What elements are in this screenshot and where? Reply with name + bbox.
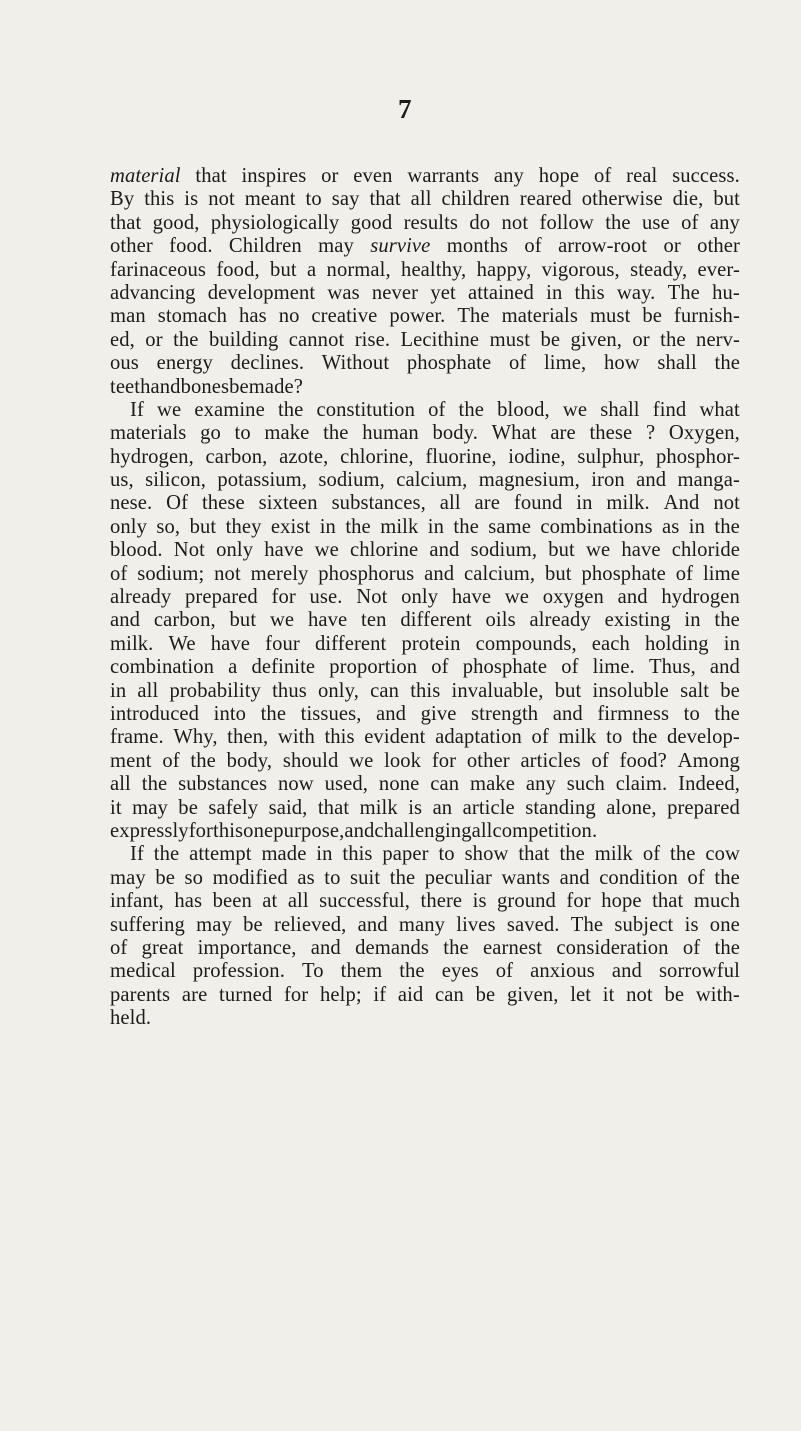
text-line: materials go to make the human body. What are these ? Oxygen, <box>110 422 740 445</box>
text-line: it may be safely said, that milk is an article standing alone, prepared <box>110 796 740 819</box>
text-line: man stomach has no creative power. The materials must be furnish- <box>110 305 740 328</box>
text-line: other food. Children may survive months of arrow-root or other <box>110 235 740 258</box>
text-line: By this is not meant to say that all children reared otherwise die, but <box>110 188 740 211</box>
text-line: may be so modified as to suit the peculiar wants and condition of the <box>110 866 740 889</box>
text-line: nese. Of these sixteen substances, all are found in milk. And not <box>110 492 740 515</box>
text-line: ment of the body, should we look for other articles of food? Among <box>110 749 740 772</box>
text-line: held. <box>110 1007 152 1030</box>
text-line: teeth and bones be made? <box>110 375 304 398</box>
text-line: If we examine the constitution of the blood, we shall find what <box>130 398 740 421</box>
text-line: advancing development was never yet attained in this way. The hu- <box>110 281 740 304</box>
text-line: infant, has been at all successful, there is ground for hope that much <box>110 890 740 913</box>
text-line: blood. Not only have we chlorine and sodium, but we have chloride <box>110 539 740 562</box>
text-line: in all probability thus only, can this invaluable, but insoluble salt be <box>110 679 740 702</box>
text-line: of great importance, and demands the earnest consideration of the <box>110 936 740 959</box>
text-line: If the attempt made in this paper to show that the milk of the cow <box>130 843 740 866</box>
text-line: ed, or the building cannot rise. Lecithine must be given, or the nerv- <box>110 328 740 351</box>
text-line: introduced into the tissues, and give strength and firmness to the <box>110 702 740 725</box>
text-line: expressly for this one purpose, and challenging all competition. <box>110 819 598 842</box>
text-line: farinaceous food, but a normal, healthy, happy, vigorous, steady, ever- <box>110 258 740 281</box>
text-line: milk. We have four different protein compounds, each holding in <box>110 632 740 655</box>
text-line: material that inspires or even warrants any hope of real success. <box>110 165 740 187</box>
body-text <box>110 165 740 1030</box>
text-line: and carbon, but we have ten different oils already existing in the <box>110 609 740 632</box>
page-number: 7 <box>398 94 412 124</box>
text-line: ous energy declines. Without phosphate of lime, how shall the <box>110 352 740 375</box>
text-line: suffering may be relieved, and many lives saved. The subject is one <box>110 913 740 936</box>
text-line: only so, but they exist in the milk in the same combinations as in the <box>110 515 740 538</box>
text-line: parents are turned for help; if aid can be given, let it not be with- <box>110 983 740 1006</box>
text-line: hydrogen, carbon, azote, chlorine, fluorine, iodine, sulphur, phosphor- <box>110 445 740 468</box>
text-line: of sodium; not merely phosphorus and calcium, but phosphate of lime <box>110 562 740 585</box>
text-line: already prepared for use. Not only have we oxygen and hydrogen <box>110 586 740 609</box>
text-line: medical profession. To them the eyes of anxious and sorrowful <box>110 960 740 983</box>
text-line: that good, physiologically good results do not follow the use of any <box>110 211 740 234</box>
text-line: combination a definite proportion of phosphate of lime. Thus, and <box>110 656 740 679</box>
text-line: all the substances now used, none can make any such claim. Indeed, <box>110 773 740 796</box>
text-line: us, silicon, potassium, sodium, calcium, magnesium, iron and manga- <box>110 469 740 492</box>
text-line: frame. Why, then, with this evident adaptation of milk to the develop- <box>110 726 740 749</box>
